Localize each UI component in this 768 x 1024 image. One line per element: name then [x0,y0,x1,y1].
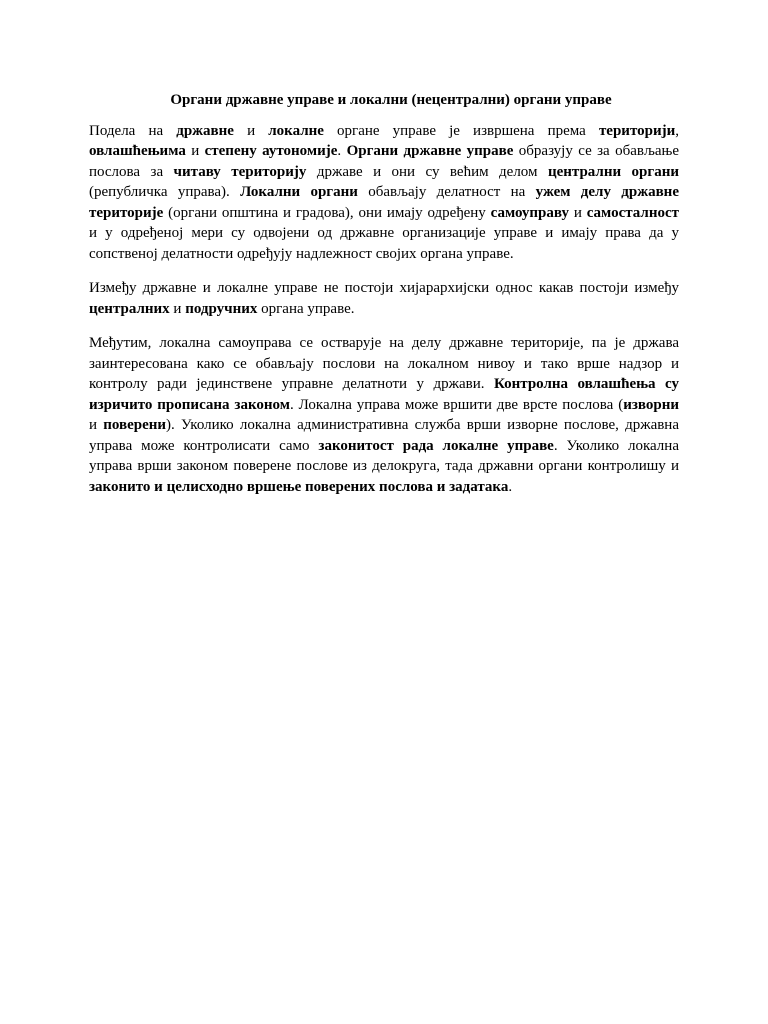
text-run: и [233,122,269,139]
paragraph-3 [89,333,679,497]
paragraph-1 [89,121,679,265]
text-run: . [508,478,513,495]
text-run: органа управе. [257,300,355,317]
paragraph-2 [89,278,679,319]
bold-term: законито и целисходно вршење поверених послова и задатака [89,478,509,495]
bold-term: ужем делу државне територије [89,184,679,221]
document-body [89,121,679,498]
bold-term: локалне [268,122,324,139]
bold-term: овлашћењима [89,143,186,159]
document-title: Органи државне управе и локални (нецентрални) органи управе [170,92,612,108]
text-run: . Уколико локална управа врши законом поверене послове из делокруга, тада државни органи контролишу и [89,437,679,474]
text-run: и [169,300,186,317]
bold-term: изворни [623,396,679,413]
bold-term: Локални органи [240,184,358,200]
text-run: државе и они су већим делом [306,163,548,180]
bold-term: подручних [185,300,258,317]
text-run: органе управе је извршена према [323,122,599,139]
text-run: обављају делатност на [357,184,536,200]
text-run: . Локална управа може вршити две врсте послова ( [289,396,624,413]
text-run: и у одређеној мери су одвојени од државне организације управе и имају права да у сопственој делатности одређују надлежност својих органа управе. [89,225,679,262]
bold-term: Контролна овлашћења су изричито прописана законом [89,376,679,413]
bold-term: централни органи [547,163,679,180]
bold-term: Органи државне управе [346,143,514,159]
text-run: , [675,122,679,139]
bold-term: централних [89,300,170,317]
text-run: (органи општина и градова), они имају одређену [163,204,491,221]
bold-term: степену аутономије [204,143,338,159]
bold-term: државне [176,122,234,139]
text-run: и [569,204,587,221]
bold-term: самоуправу [490,204,569,221]
text-run: и [185,143,205,159]
bold-term: самосталност [586,204,680,221]
bold-term: читаву територију [173,163,307,180]
text-run: Међутим, локална самоуправа се остварује на делу државне територије, па је држава заинтересована како се обављају послови на локалном нивоу и тако врше надзор и контролу ради јединствене управне делатноти у држави. [89,335,679,392]
document-page [89,90,679,511]
text-run: Подела на [89,122,177,139]
text-run: Између државне и локалне управе не постоји хијарархијски однос какав постоји између [89,280,679,296]
text-run: ). Уколико локална административна служба врши изворне послове, државна управа може контролисати само [89,417,679,454]
bold-term: законитост рада локалне управе [318,437,554,454]
text-run: образују се за обављање послова за [89,143,680,180]
bold-term: поверени [103,417,167,433]
text-run: и [89,417,104,433]
text-run: (републичка управа). [89,184,241,200]
bold-term: територији [598,122,676,139]
text-run: . [337,143,347,159]
